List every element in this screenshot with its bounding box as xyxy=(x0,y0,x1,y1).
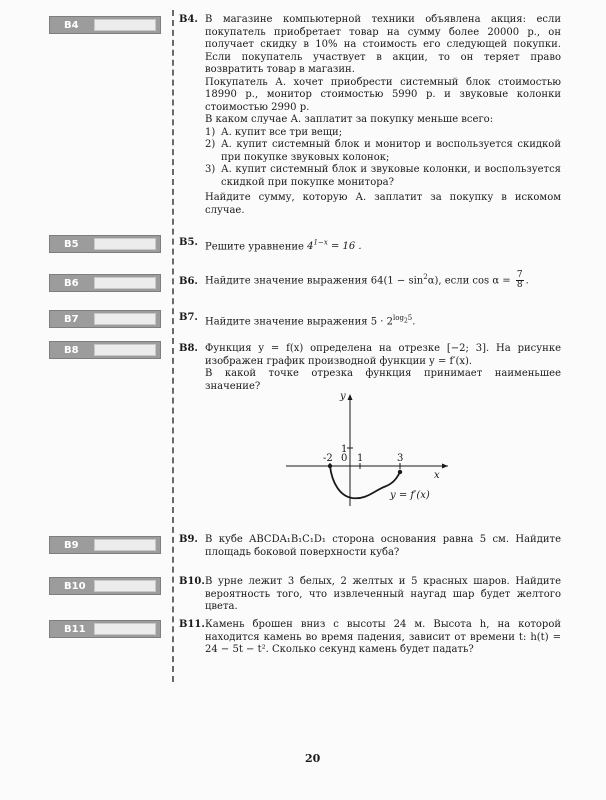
page-number: 20 xyxy=(305,752,321,765)
problem-text: В кубе ABCDA₁B₁C₁D₁ сторона основания равна 5 см. Найдите площадь боковой поверхности куба? xyxy=(205,534,561,558)
problem-b7 xyxy=(179,312,561,329)
expression: 64(1 − sin xyxy=(370,275,424,287)
problem-b8 xyxy=(179,343,561,393)
label-b7 xyxy=(49,310,161,328)
problem-b11 xyxy=(179,619,561,657)
label-b11 xyxy=(49,620,161,638)
problem-number: B10. xyxy=(179,576,205,587)
problem-text: Найдите значение выражения xyxy=(205,275,368,287)
problem-text: Функция y = f(x) определена на отрезке [−2; 3]. На рисунке изображен график производной функции y = f′(x). xyxy=(205,343,561,367)
origin-label: 0 xyxy=(341,453,348,464)
answer-box[interactable] xyxy=(94,623,156,635)
problem-number: B9. xyxy=(179,534,198,545)
item-number: 1) xyxy=(205,126,216,138)
item-text: А. купит системный блок и звуковые колонки, и воспользуется скидкой при покупке монитора? xyxy=(221,164,561,188)
fraction xyxy=(516,271,524,290)
problem-number: B6. xyxy=(179,276,198,287)
label-text: B8 xyxy=(64,344,79,356)
label-text: B9 xyxy=(64,539,79,551)
problem-text: В магазине компьютерной техники объявлена акция: если покупатель приобретает товар на сумму более 20000 р., он получает скидку в 10% на стоимость его следующей покупки. Если покупатель участвует в акции, то он теряет право возвратить товар в магазин. xyxy=(205,14,561,75)
problem-text: , если cos α = xyxy=(438,275,511,287)
label-b8 xyxy=(49,341,161,359)
punctuation: . xyxy=(525,275,529,287)
problem-text: Камень брошен вниз с высоты 24 м. Высота h, на которой находится камень во время падения, зависит от времени t: h(t) = 24 − 5t − t². Сколько секунд камень будет падать? xyxy=(205,619,561,655)
problem-number: B8. xyxy=(179,343,198,354)
problem-task: Найдите сумму, которую А. заплатит за покупку в искомом случае. xyxy=(205,192,561,216)
label-b5 xyxy=(49,235,161,253)
item-number: 2) xyxy=(205,139,216,150)
answer-box[interactable] xyxy=(94,277,156,289)
denominator: 8 xyxy=(516,280,523,291)
problem-question: В каком случае А. заплатит за покупку меньше всего: xyxy=(205,114,494,125)
problem-b9 xyxy=(179,534,561,559)
answer-box[interactable] xyxy=(94,344,156,356)
numerator: 7 xyxy=(516,270,523,281)
x-axis-arrow xyxy=(442,464,448,469)
problem-b10 xyxy=(179,576,561,614)
label-b9 xyxy=(49,536,161,554)
answer-box[interactable] xyxy=(94,539,156,551)
label-text: B7 xyxy=(64,313,79,325)
y-axis-arrow xyxy=(348,394,353,400)
equation xyxy=(307,241,361,252)
problem-number: B4. xyxy=(179,14,198,25)
label-b6 xyxy=(49,274,161,292)
log-argument: 5 xyxy=(407,314,413,322)
x-axis-label: x xyxy=(434,470,440,481)
problem-text: Решите уравнение xyxy=(205,241,304,253)
exponent-log: log xyxy=(393,314,404,322)
problem-text: В урне лежит 3 белых, 2 желтых и 5 красных шаров. Найдите вероятность того, что извлеченный наугад шар будет желтого цвета. xyxy=(205,576,561,612)
label-text: B4 xyxy=(64,19,79,31)
derivative-graph xyxy=(282,388,452,508)
x-tick-neg2-label: -2 xyxy=(323,453,333,464)
problem-b6 xyxy=(179,271,561,290)
expression: α) xyxy=(427,275,439,287)
item-text: А. купит все три вещи; xyxy=(221,126,343,138)
problem-number: B5. xyxy=(179,237,198,248)
label-b10 xyxy=(49,577,161,595)
label-b4 xyxy=(49,16,161,34)
label-text: B6 xyxy=(64,277,79,289)
label-text: B5 xyxy=(64,238,79,250)
answer-box[interactable] xyxy=(94,580,156,592)
item-text: А. купит системный блок и монитор и воспользуется скидкой при покупке звуковых колонок; xyxy=(221,139,561,163)
punctuation: . xyxy=(412,316,416,328)
curve-label: y = f′(x) xyxy=(390,490,430,501)
dashed-divider xyxy=(172,10,174,682)
x-tick-3-label: 3 xyxy=(397,453,404,464)
list-item xyxy=(205,127,561,140)
problem-question: В какой точке отрезка функция принимает наименьшее значение? xyxy=(205,368,561,392)
y-one-label: 1 xyxy=(341,444,348,455)
exponent: 2 xyxy=(423,273,428,281)
problem-text: Покупатель А. хочет приобрести системный блок стоимостью 18990 р., монитор стоимостью 5990 р. и звуковые колонки стоимостью 2990 р. xyxy=(205,76,561,113)
list-item xyxy=(205,164,561,189)
log-base: 2 xyxy=(403,317,408,325)
label-text: B10 xyxy=(64,580,86,592)
problem-number: B11. xyxy=(179,619,205,630)
answer-box[interactable] xyxy=(94,19,156,31)
problem-b4 xyxy=(179,14,561,217)
problem-b5 xyxy=(179,237,561,254)
problem-text: Найдите значение выражения xyxy=(205,316,368,328)
item-number: 3) xyxy=(205,164,216,175)
answer-box[interactable] xyxy=(94,313,156,325)
endpoint-left xyxy=(328,464,332,468)
equation-exponent: 1−x xyxy=(313,239,328,247)
y-axis-label: y xyxy=(340,391,346,402)
problem-number: B7. xyxy=(179,312,198,323)
label-text: B11 xyxy=(64,623,86,635)
x-tick-1-label: 1 xyxy=(357,453,364,464)
endpoint-right xyxy=(398,470,402,474)
expression: 5 · 2 xyxy=(370,316,393,328)
option-list xyxy=(205,127,561,190)
equation-rhs: = 16 . xyxy=(327,241,362,253)
equation-base: 4 xyxy=(307,241,314,253)
answer-box[interactable] xyxy=(94,238,156,250)
list-item xyxy=(205,139,561,164)
